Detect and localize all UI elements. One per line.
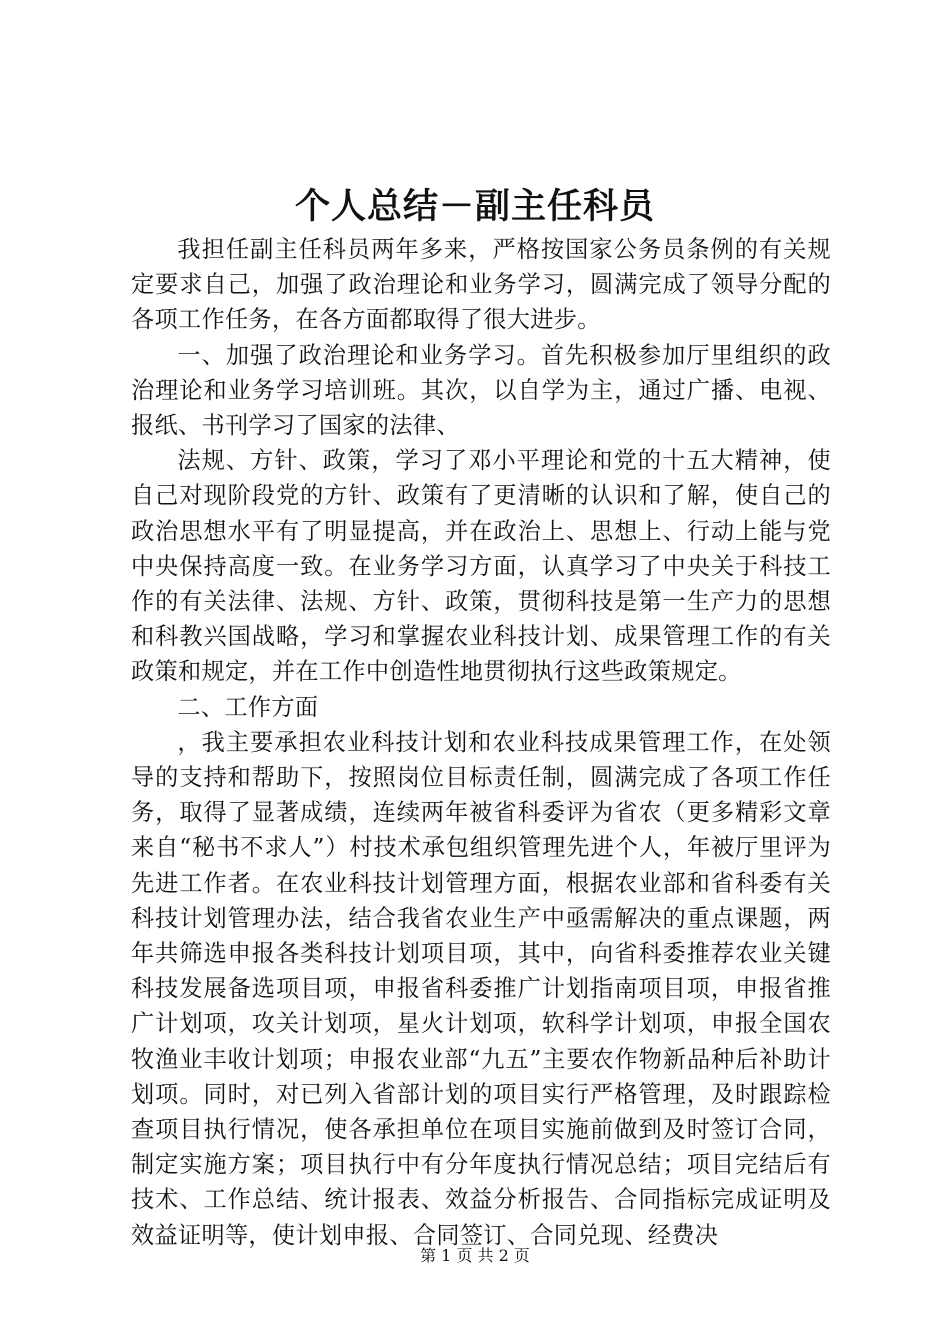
paragraph-study-heading: 一、加强了政治理论和业务学习。首先积极参加厅里组织的政治理论和业务学习培训班。其次，以自学为主，通过广播、电视、报纸、书刊学习了国家的法律、 bbox=[131, 341, 831, 440]
paragraph-study-detail: 法规、方针、政策，学习了邓小平理论和党的十五大精神，使自己对现阶段党的方针、政策有了更清晰的认识和了解，使自己的政治思想水平有了明显提高，并在政治上、思想上、行动上能与党中央保持高度一致。在业务学习方面，认真学习了中央关于科技工作的有关法律、法规、方针、政策，贯彻科技是第一生产力的思想和科教兴国战略，学习和掌握农业科技计划、成果管理工作的有关政策和规定，并在工作中创造性地贯彻执行这些政策规定。 bbox=[131, 447, 831, 686]
document-body bbox=[131, 232, 831, 1253]
paragraph-intro: 我担任副主任科员两年多来，严格按国家公务员条例的有关规定要求自己，加强了政治理论和业务学习，圆满完成了领导分配的各项工作任务，在各方面都取得了很大进步。 bbox=[131, 236, 831, 334]
document-title: 个人总结－副主任科员 bbox=[294, 186, 655, 227]
paragraph-work-heading: 二、工作方面 bbox=[177, 693, 319, 721]
page-footer: 第 1 页 共 2 页 bbox=[420, 1246, 530, 1265]
paragraph-work-detail: ，我主要承担农业科技计划和农业科技成果管理工作，在处领导的支持和帮助下，按照岗位目标责任制，圆满完成了各项工作任务，取得了显著成绩，连续两年被省科委评为省农（更多精彩文章来自“秘书不求人”）村技术承包组织管理先进个人，年被厅里评为先进工作者。在农业科技计划管理方面，根据农业部和省科委有关科技计划管理办法，结合我省农业生产中亟需解决的重点课题，两年共筛选申报各类科技计划项目项，其中，向省科委推荐农业关键科技发展备选项目项，申报省科委推广计划指南项目项，申报省推广计划项，攻关计划项，星火计划项，软科学计划项，申报全国农牧渔业丰收计划项；申报农业部“九五”主要农作物新品种后补助计划项。同时，对已列入省部计划的项目实行严格管理，及时跟踪检查项目执行情况，使各承担单位在项目实施前做到及时签订合同，制定实施方案；项目执行中有分年度执行情况总结；项目完结后有技术、工作总结、统计报表、效益分析报告、合同指标完成证明及效益证明等，使计划申报、合同签订、合同兑现、经费决 bbox=[131, 728, 831, 1249]
